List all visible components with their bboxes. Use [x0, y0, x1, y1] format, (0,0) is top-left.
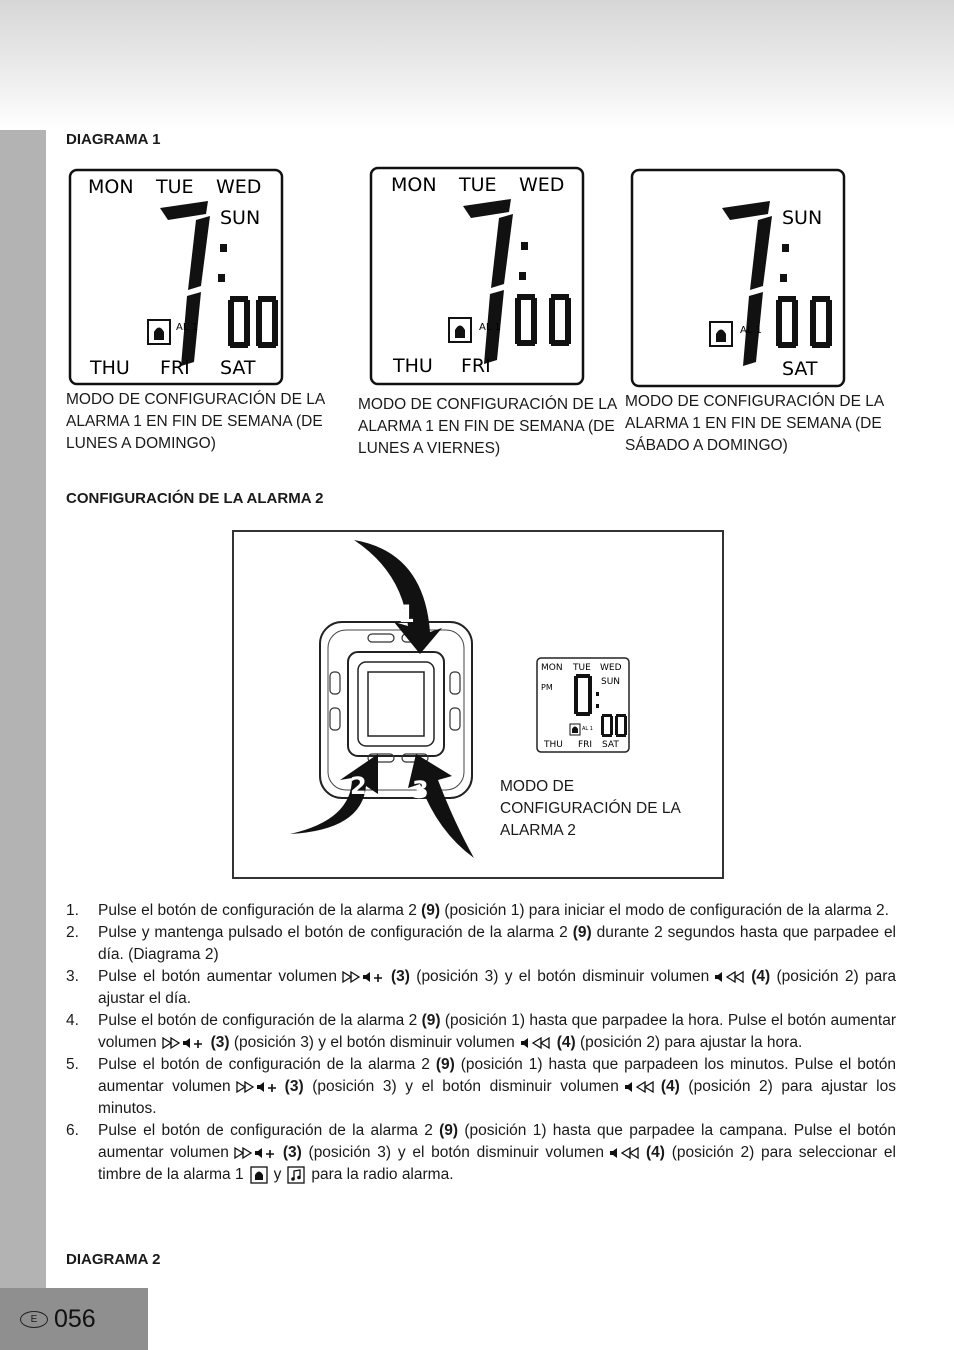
step-text	[98, 1054, 896, 1120]
step-number: 4.	[66, 1012, 79, 1029]
volume-down-icon	[623, 1080, 657, 1094]
top-gradient-band	[0, 0, 954, 130]
step-1-text-b: (posición 1) para iniciar el modo de configuración de la alarma 2.	[440, 902, 889, 919]
lcd2-day-tue: TUE	[459, 174, 497, 196]
small-lcd-al1: AL 1	[582, 726, 593, 732]
caption-lcd-1: MODO DE CONFIGURACIÓN DE LA ALARMA 1 EN FIN DE SEMANA (DE LUNES A DOMINGO)	[66, 391, 325, 452]
step-3-text-c: (posición 2) para ajustar el día.	[98, 968, 896, 1007]
arrow-label-3: 3	[412, 776, 429, 804]
step-6-ref-b: (3)	[282, 1144, 302, 1161]
step-5-ref-c: (4)	[660, 1078, 680, 1095]
step-text	[98, 1120, 896, 1186]
volume-up-icon	[161, 1036, 207, 1050]
step-5-ref-b: (3)	[284, 1078, 304, 1095]
volume-up-icon	[341, 970, 387, 984]
step-2-text-a: Pulse y mantenga pulsado el botón de configuración de la alarma 2	[98, 924, 573, 941]
step-6-text-e: y	[273, 1166, 282, 1183]
volume-down-icon	[519, 1036, 553, 1050]
step-6-text-b: (posición 1) hasta que parpadee la campana. Pulse el botón aumentar volumen	[98, 1122, 896, 1161]
heading-alarm-2: CONFIGURACIÓN DE LA ALARMA 2	[66, 490, 324, 507]
heading-diagram-1: DIAGRAMA 1	[66, 131, 161, 148]
volume-up-icon	[235, 1080, 281, 1094]
lcd2-al1: AL 1	[479, 322, 501, 333]
caption-lcd-2: MODO DE CONFIGURACIÓN DE LA ALARMA 1 EN FIN DE SEMANA (DE LUNES A VIERNES)	[358, 396, 617, 457]
step-2-text-b: durante 2 segundos hasta que parpadee el día. (Diagrama 2)	[98, 924, 897, 963]
step-6-ref-a: (9)	[439, 1122, 459, 1139]
step-number: 5.	[66, 1056, 79, 1073]
step-number: 1.	[66, 902, 79, 919]
step-3-ref-b: (4)	[751, 968, 771, 985]
step-number: 6.	[66, 1122, 79, 1139]
list-item	[66, 900, 896, 922]
volume-down-icon	[608, 1146, 642, 1160]
step-6-text-f: para la radio alarma.	[311, 1166, 454, 1183]
small-lcd-day-tue: TUE	[573, 663, 591, 673]
step-text	[98, 922, 896, 966]
step-text	[98, 1010, 896, 1054]
page-number: 056	[54, 1304, 96, 1333]
step-1-ref-a: (9)	[421, 902, 441, 919]
lcd1-day-mon: MON	[88, 176, 134, 198]
lcd1-day-sat: SAT	[220, 357, 256, 379]
step-6-text-d: (posición 2) para seleccionar el timbre de la alarma 1	[98, 1144, 896, 1183]
step-6-ref-c: (4)	[646, 1144, 665, 1161]
lcd1-day-fri: FRI	[160, 357, 190, 379]
lcd1-day-sun: SUN	[220, 207, 261, 229]
lcd3-day-sat: SAT	[782, 358, 818, 380]
step-3-text-a: Pulse el botón aumentar volumen	[98, 968, 337, 985]
language-badge: E	[20, 1311, 48, 1328]
lcd3-al1: AL 1	[740, 325, 762, 336]
step-2-ref-a: (9)	[572, 924, 592, 941]
lcd2-day-thu: THU	[393, 355, 433, 377]
lcd-display-1	[68, 168, 284, 386]
lcd1-day-tue: TUE	[156, 176, 194, 198]
step-number: 2.	[66, 924, 79, 941]
step-4-text-c: (posición 3) y el botón disminuir volumen	[229, 1034, 515, 1051]
step-1-text-a: Pulse el botón de configuración de la alarma 2	[98, 902, 422, 919]
lcd1-al1: AL 1	[176, 322, 198, 333]
figure-caption: MODO DE CONFIGURACIÓN DE LA ALARMA 2	[500, 778, 680, 839]
caption-lcd-3: MODO DE CONFIGURACIÓN DE LA ALARMA 1 EN FIN DE SEMANA (DE SÁBADO A DOMINGO)	[625, 393, 884, 454]
page-footer	[0, 1288, 148, 1350]
music-note-icon	[287, 1166, 305, 1184]
step-6-text-a: Pulse el botón de configuración de la alarma 2	[98, 1122, 440, 1139]
lcd2-day-mon: MON	[391, 174, 437, 196]
small-lcd-day-sun: SUN	[601, 677, 621, 687]
lcd1-day-wed: WED	[216, 176, 262, 198]
lcd3-day-sun: SUN	[782, 207, 823, 229]
list-item	[66, 1054, 896, 1120]
lcd-display-small	[537, 658, 629, 752]
small-lcd-day-thu: THU	[544, 740, 563, 750]
arrow-label-1: 1	[398, 600, 415, 628]
step-4-text-b: (posición 1) hasta que parpadee la hora. Pulse el botón aumentar volumen	[98, 1012, 897, 1051]
volume-down-icon	[713, 970, 747, 984]
step-3-ref-a: (3)	[391, 968, 410, 985]
small-lcd-day-wed: WED	[600, 663, 622, 673]
lcd2-day-fri: FRI	[461, 355, 491, 377]
step-number: 3.	[66, 968, 79, 985]
step-5-text-d: (posición 2) para ajustar los minutos.	[98, 1078, 896, 1117]
list-item	[66, 1120, 896, 1186]
step-4-ref-b: (3)	[210, 1034, 230, 1051]
step-5-text-b: (posición 1) hasta que parpadeen los minutos. Pulse el botón aumentar volumen	[98, 1056, 897, 1095]
step-5-text-a: Pulse el botón de configuración de la alarma 2	[98, 1056, 436, 1073]
step-4-ref-a: (9)	[421, 1012, 441, 1029]
list-item	[66, 922, 896, 966]
bell-icon	[250, 1166, 268, 1184]
lcd2-day-wed: WED	[519, 174, 565, 196]
step-5-text-c: (posición 3) y el botón disminuir volumen	[303, 1078, 619, 1095]
lcd1-day-thu: THU	[90, 357, 130, 379]
step-4-ref-c: (4)	[556, 1034, 576, 1051]
lcd-display-2	[369, 166, 585, 386]
small-lcd-pm: PM	[541, 683, 553, 692]
small-lcd-day-sat: SAT	[602, 740, 619, 750]
step-3-text-b: (posición 3) y el botón disminuir volumen	[409, 968, 710, 985]
step-text	[98, 966, 896, 1010]
arrow-label-2: 2	[350, 772, 367, 800]
heading-diagram-2: DIAGRAMA 2	[66, 1251, 161, 1268]
step-5-ref-a: (9)	[435, 1056, 455, 1073]
step-4-text-d: (posición 2) para ajustar la hora.	[575, 1034, 803, 1051]
side-bar	[0, 130, 46, 1288]
instruction-list	[66, 900, 896, 1186]
small-lcd-day-fri: FRI	[578, 740, 593, 750]
lcd-display-3	[630, 168, 846, 388]
step-4-text-a: Pulse el botón de configuración de la alarma 2	[98, 1012, 422, 1029]
list-item	[66, 966, 896, 1010]
list-item	[66, 1010, 896, 1054]
step-6-text-c: (posición 3) y el botón disminuir volumen	[301, 1144, 605, 1161]
step-text	[98, 900, 896, 922]
volume-up-icon	[233, 1146, 279, 1160]
small-lcd-day-mon: MON	[541, 663, 563, 673]
